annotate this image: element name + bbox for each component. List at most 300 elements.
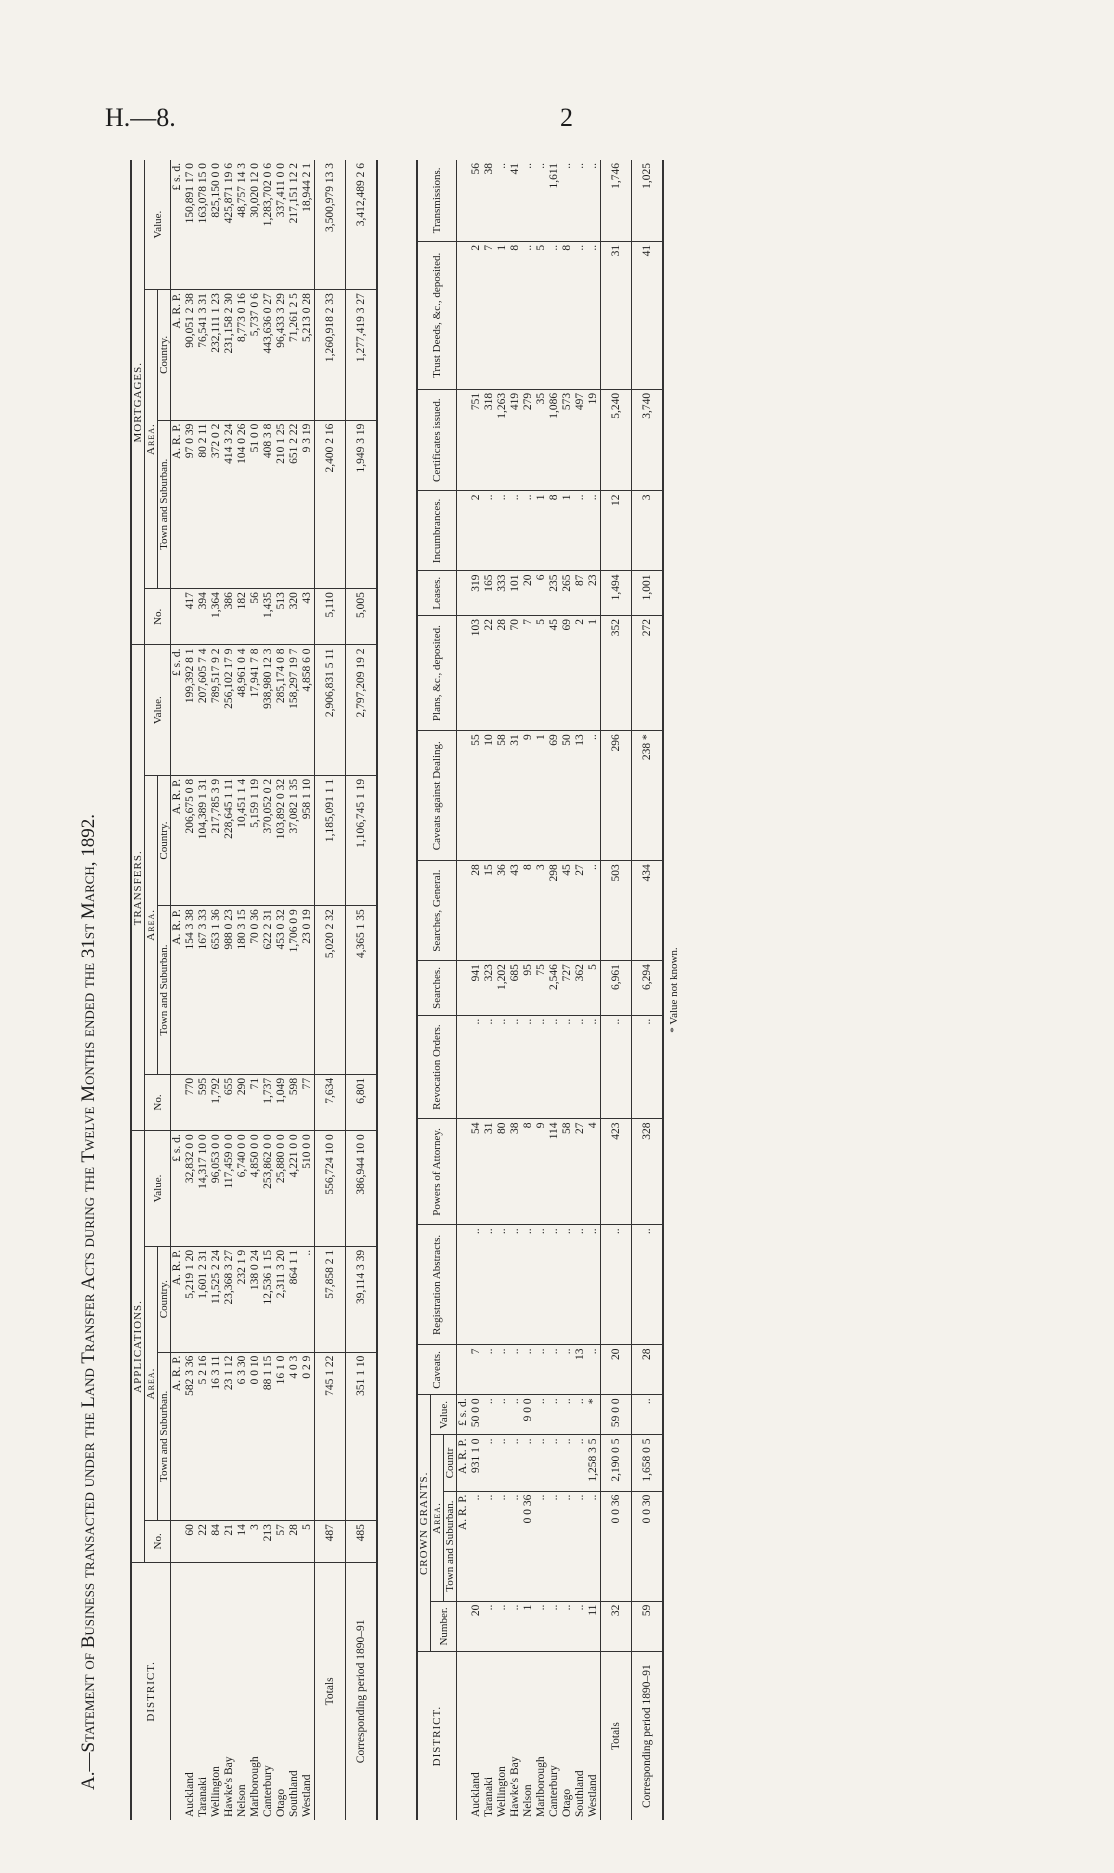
corresponding-period-row-t-value: 2,797,209 19 2: [346, 645, 378, 775]
cell-incumbrances: ..: [483, 491, 496, 571]
cell-country: ..: [548, 1435, 561, 1491]
corresponding-period-row-m-country: 1,277,419 3 27: [346, 290, 378, 420]
cell-value: ..: [496, 1395, 509, 1435]
cell-reg: ..: [470, 1225, 483, 1345]
cell-incumbrances: ..: [574, 491, 587, 571]
cell-m-country: 71,261 2 5: [288, 290, 301, 420]
land-transfer-table: [130, 160, 378, 1820]
cell-caveats: ..: [483, 1345, 496, 1395]
cell-caveats: ..: [535, 1345, 548, 1395]
cell-incumbrances: 8: [548, 491, 561, 571]
cell-m-no: 43: [301, 589, 315, 645]
cell-number: ..: [509, 1601, 522, 1652]
cell-a-town: 4 0 3: [288, 1352, 301, 1521]
cell-m-country: 76,541 3 31: [197, 290, 210, 420]
cell-a-town: 0 0 10: [249, 1352, 262, 1521]
totals-row-t-country: 1,185,091 1 1: [315, 775, 346, 905]
cell-t-country: 228,645 1 11: [223, 775, 236, 905]
district-name: Canterbury: [548, 1765, 560, 1817]
corresponding-period-row-certificates: 3,740: [632, 389, 664, 491]
cell-t-no: 77: [301, 1074, 315, 1130]
cell-value: ..: [548, 1395, 561, 1435]
cell-caveats-dealing: 50: [561, 731, 574, 861]
cell-revocation: ..: [587, 1015, 601, 1119]
cell-incumbrances: ..: [496, 491, 509, 571]
totals-row-country: 2,190 0 5: [601, 1435, 632, 1491]
cell-a-no: 5: [301, 1521, 315, 1563]
unit-label: A. R. P.: [171, 1246, 185, 1352]
cell-leases: 20: [522, 571, 535, 615]
cell-town: ..: [548, 1491, 561, 1601]
cell-country: ..: [574, 1435, 587, 1491]
cell-plans: 28: [496, 615, 509, 730]
cell-a-country: 232 1 9: [236, 1246, 249, 1352]
cell-searches: 95: [522, 961, 535, 1016]
totals-row-powers: 423: [601, 1119, 632, 1225]
cell-t-value: 207,605 7 4: [197, 645, 210, 775]
cell-certificates: 573: [561, 389, 574, 491]
unit-label: A. R. P.: [457, 1435, 471, 1491]
corresponding-period-row-incumbrances: 3: [632, 491, 664, 571]
cell-a-country: 5,219 1 20: [184, 1246, 197, 1352]
table-row: [587, 160, 601, 1820]
cell-number: 1: [522, 1601, 535, 1652]
cell-t-country: 370,052 0 2: [262, 775, 275, 905]
cell-reg: ..: [535, 1225, 548, 1345]
crown-grants-table: [416, 160, 664, 1820]
transfers-area-header: Area.: [145, 775, 158, 1074]
cell-t-value: 789,517 9 2: [210, 645, 223, 775]
cell-caveats-dealing: 55: [470, 731, 483, 861]
cell-plans: 1: [587, 615, 601, 730]
totals-row-caveats: 20: [601, 1345, 632, 1395]
cell-powers: 58: [561, 1119, 574, 1225]
cell-town: ..: [483, 1491, 496, 1601]
transfers-header: TRANSFERS.: [131, 645, 145, 1131]
cell-caveats-dealing: 9: [522, 731, 535, 861]
corresponding-period-row-searches: 6,294: [632, 961, 664, 1016]
page-number: 2: [560, 103, 573, 132]
cell-reg: ..: [483, 1225, 496, 1345]
corresponding-period-row-transmissions: 1,025: [632, 160, 664, 241]
table-row: [223, 160, 236, 1820]
cell-country: ..: [535, 1435, 548, 1491]
cell-country: 931 1 0: [470, 1435, 483, 1491]
district-name: Auckland: [184, 1772, 196, 1817]
totals-row-certificates: 5,240: [601, 389, 632, 491]
cell-certificates: 318: [483, 389, 496, 491]
cell-caveats-dealing: 69: [548, 731, 561, 861]
cell-a-town: 582 3 36: [184, 1352, 197, 1521]
cell-t-town: 180 3 15: [236, 906, 249, 1075]
cell-reg: ..: [561, 1225, 574, 1345]
unit-label: A. R. P.: [171, 1352, 185, 1521]
totals-row-plans: 352: [601, 615, 632, 730]
cell-caveats-dealing: 13: [574, 731, 587, 861]
cell-m-value: 337,411 0 0: [275, 160, 288, 290]
footnote: * Value not known.: [668, 947, 680, 1033]
cell-a-country: 11,525 2 24: [210, 1246, 223, 1352]
cell-powers: 54: [470, 1119, 483, 1225]
cell-number: ..: [561, 1601, 574, 1652]
cell-m-country: 231,158 2 30: [223, 290, 236, 420]
unit-label: £ s. d.: [171, 645, 185, 775]
cell-m-town: 414 3 24: [223, 420, 236, 589]
totals-row-a-town: 745 1 22: [315, 1352, 346, 1521]
cell-searches-gen: 28: [470, 861, 483, 961]
applications-header: APPLICATIONS.: [131, 1131, 145, 1562]
district-name: Otago: [275, 1788, 287, 1817]
caveats-header: Caveats.: [417, 1345, 457, 1395]
totals-row-t-no: 7,634: [315, 1074, 346, 1130]
cell-m-country: 96,433 3 29: [275, 290, 288, 420]
cell-reg: ..: [496, 1225, 509, 1345]
corresponding-period-row-m-no: 5,005: [346, 589, 378, 645]
corresponding-period-row-reg: ..: [632, 1225, 664, 1345]
cell-revocation: ..: [561, 1015, 574, 1119]
crown-town-header: Town and Suburban.: [444, 1491, 457, 1601]
corresponding-period-row-trust: 41: [632, 241, 664, 389]
cell-t-town: 70 0 36: [249, 906, 262, 1075]
cell-t-town: 167 3 33: [197, 906, 210, 1075]
cell-a-town: 16 3 11: [210, 1352, 223, 1521]
cell-trust: ..: [574, 241, 587, 389]
cell-trust: 7: [483, 241, 496, 389]
district-name: Hawke's Bay: [509, 1756, 521, 1817]
cell-t-no: 1,049: [275, 1074, 288, 1130]
table-b-body: [457, 160, 664, 1820]
corresponding-period-row-m-town: 1,949 3 19: [346, 420, 378, 589]
cell-transmissions: ..: [561, 160, 574, 241]
totals-row-leases: 1,494: [601, 571, 632, 615]
mortgages-value-header: Value.: [145, 160, 171, 290]
corresponding-period-row-caveats: 28: [632, 1345, 664, 1395]
totals-row-m-country: 1,260,918 2 33: [315, 290, 346, 420]
crown-number-header: Number.: [431, 1601, 457, 1652]
cell-m-value: 425,871 19 6: [223, 160, 236, 290]
table-row: [210, 160, 223, 1820]
cell-powers: 4: [587, 1119, 601, 1225]
cell-incumbrances: 1: [535, 491, 548, 571]
trust-deeds-header: Trust Deeds, &c., deposited.: [417, 241, 457, 389]
district-name: Marlborough: [535, 1756, 547, 1817]
cell-revocation: ..: [483, 1015, 496, 1119]
statement-title: A.—Statement of Business transacted under the Land Transfer Acts during the Twelve Months ended the 31st March, 1892.: [78, 813, 99, 1790]
cell-transmissions: ..: [587, 160, 601, 241]
cell-a-value: 253,862 0 0: [262, 1131, 275, 1247]
mortgages-area-header: Area.: [145, 290, 158, 589]
cell-t-value: 938,980 12 3: [262, 645, 275, 775]
cell-trust: 2: [470, 241, 483, 389]
mortgages-town-header: Town and Suburban.: [158, 420, 171, 589]
cell-t-no: 598: [288, 1074, 301, 1130]
cell-a-no: 60: [184, 1521, 197, 1563]
corresponding-period-row-m-value: 3,412,489 2 6: [346, 160, 378, 290]
caveats-against-dealing-header: Caveats against Dealing.: [417, 731, 457, 861]
district-header: DISTRICT.: [417, 1652, 457, 1820]
cell-value: *: [587, 1395, 601, 1435]
cell-a-no: 21: [223, 1521, 236, 1563]
cell-country: ..: [483, 1435, 496, 1491]
totals-row-reg: ..: [601, 1225, 632, 1345]
cell-searches-gen: 298: [548, 861, 561, 961]
cell-caveats-dealing: 10: [483, 731, 496, 861]
cell-m-town: 104 0 26: [236, 420, 249, 589]
cell-t-value: 4,858 6 0: [301, 645, 315, 775]
cell-plans: 70: [509, 615, 522, 730]
cell-searches-gen: 36: [496, 861, 509, 961]
cell-a-no: 3: [249, 1521, 262, 1563]
cell-caveats-dealing: 58: [496, 731, 509, 861]
registration-abstracts-header: Registration Abstracts.: [417, 1225, 457, 1345]
cell-m-country: 8,773 0 16: [236, 290, 249, 420]
table-row: [522, 160, 535, 1820]
cell-leases: 235: [548, 571, 561, 615]
cell-caveats: ..: [548, 1345, 561, 1395]
cell-trust: 8: [509, 241, 522, 389]
cell-a-town: 16 1 0: [275, 1352, 288, 1521]
cell-m-value: 30,020 12 0: [249, 160, 262, 290]
cell-caveats: 7: [470, 1345, 483, 1395]
district-name: Taranaki: [197, 1776, 209, 1817]
cell-powers: 80: [496, 1119, 509, 1225]
cell-plans: 5: [535, 615, 548, 730]
cell-leases: 265: [561, 571, 574, 615]
cell-t-no: 71: [249, 1074, 262, 1130]
cell-a-no: 14: [236, 1521, 249, 1563]
district-name: Auckland: [470, 1772, 482, 1817]
totals-row-value: 59 0 0: [601, 1395, 632, 1435]
cell-caveats: ..: [587, 1345, 601, 1395]
page-reference: H.—8.: [105, 103, 176, 132]
crown-value-header: Value.: [431, 1395, 457, 1435]
cell-incumbrances: ..: [509, 491, 522, 571]
cell-country: ..: [509, 1435, 522, 1491]
cell-town: ..: [535, 1491, 548, 1601]
cell-t-town: 988 0 23: [223, 906, 236, 1075]
cell-a-country: 23,368 3 27: [223, 1246, 236, 1352]
cell-t-no: 1,737: [262, 1074, 275, 1130]
cell-number: ..: [496, 1601, 509, 1652]
unit-label: A. R. P.: [171, 906, 185, 1075]
cell-revocation: ..: [509, 1015, 522, 1119]
cell-t-no: 770: [184, 1074, 197, 1130]
cell-caveats: 13: [574, 1345, 587, 1395]
cell-transmissions: 41: [509, 160, 522, 241]
cell-revocation: ..: [522, 1015, 535, 1119]
unit-label: £ s. d.: [171, 1131, 185, 1247]
corresponding-period-row-caveats-dealing: 238 *: [632, 731, 664, 861]
incumbrances-header: Incumbrances.: [417, 491, 457, 571]
cell-a-value: 96,053 0 0: [210, 1131, 223, 1247]
cell-transmissions: ..: [574, 160, 587, 241]
cell-searches-gen: 8: [522, 861, 535, 961]
cell-leases: 6: [535, 571, 548, 615]
corresponding-period-row-leases: 1,001: [632, 571, 664, 615]
cell-t-value: 199,392 8 1: [184, 645, 197, 775]
corresponding-period-row-t-town: 4,365 1 35: [346, 906, 378, 1075]
cell-m-town: 210 1 25: [275, 420, 288, 589]
cell-m-country: 232,111 1 23: [210, 290, 223, 420]
district-name: Marlborough: [249, 1756, 261, 1817]
totals-row-a-value: 556,724 10 0: [315, 1131, 346, 1247]
cell-t-town: 453 0 32: [275, 906, 288, 1075]
cell-certificates: 279: [522, 389, 535, 491]
cell-certificates: 751: [470, 389, 483, 491]
cell-m-town: 9 3 19: [301, 420, 315, 589]
revocation-orders-header: Revocation Orders.: [417, 1015, 457, 1119]
unit-label: A. R. P.: [171, 290, 185, 420]
cell-a-town: 23 1 12: [223, 1352, 236, 1521]
searches-header: Searches.: [417, 961, 457, 1016]
cell-m-no: 417: [184, 589, 197, 645]
cell-powers: 38: [509, 1119, 522, 1225]
corresponding-period-row-powers: 328: [632, 1119, 664, 1225]
cell-t-country: 103,892 0 32: [275, 775, 288, 905]
totals-row-m-value: 3,500,979 13 3: [315, 160, 346, 290]
totals-row-caveats-dealing: 296: [601, 731, 632, 861]
corresponding-period-row-a-value: 386,944 10 0: [346, 1131, 378, 1247]
cell-value: ..: [509, 1395, 522, 1435]
totals-row-a-country: 57,858 2 1: [315, 1246, 346, 1352]
cell-caveats: ..: [522, 1345, 535, 1395]
cell-a-value: 6,740 0 0: [236, 1131, 249, 1247]
cell-m-town: 51 0 0: [249, 420, 262, 589]
cell-revocation: ..: [574, 1015, 587, 1119]
totals-row-m-no: 5,110: [315, 589, 346, 645]
cell-powers: 114: [548, 1119, 561, 1225]
cell-searches: 685: [509, 961, 522, 1016]
district-header: DISTRICT.: [131, 1562, 171, 1820]
cell-t-town: 1,706 0 9: [288, 906, 301, 1075]
cell-certificates: 497: [574, 389, 587, 491]
cell-powers: 8: [522, 1119, 535, 1225]
district-name: Canterbury: [262, 1765, 274, 1817]
certificates-issued-header: Certificates issued.: [417, 389, 457, 491]
cell-incumbrances: 2: [470, 491, 483, 571]
cell-m-town: 372 0 2: [210, 420, 223, 589]
table-row: [548, 160, 561, 1820]
cell-country: ..: [496, 1435, 509, 1491]
table-row: [470, 160, 483, 1820]
cell-leases: 319: [470, 571, 483, 615]
corresponding-period-row-town: 0 0 30: [632, 1491, 664, 1601]
cell-trust: 8: [561, 241, 574, 389]
cell-certificates: 35: [535, 389, 548, 491]
corresponding-period-row: [346, 160, 378, 1820]
corresponding-period-row-country: 1,658 0 5: [632, 1435, 664, 1491]
totals-row-number: 32: [601, 1601, 632, 1652]
totals-row-town: 0 0 36: [601, 1491, 632, 1601]
totals-row-t-town: 5,020 2 32: [315, 906, 346, 1075]
totals-row-revocation: ..: [601, 1015, 632, 1119]
cell-a-country: 2,311 3 20: [275, 1246, 288, 1352]
cell-a-town: 5 2 16: [197, 1352, 210, 1521]
district-name: Westland: [587, 1774, 599, 1817]
cell-a-value: 25,880 0 0: [275, 1131, 288, 1247]
cell-a-no: 57: [275, 1521, 288, 1563]
cell-a-town: 6 3 30: [236, 1352, 249, 1521]
cell-a-no: 213: [262, 1521, 275, 1563]
cell-t-value: 256,102 17 9: [223, 645, 236, 775]
unit-label: A. R. P.: [171, 420, 185, 589]
cell-leases: 101: [509, 571, 522, 615]
cell-number: ..: [574, 1601, 587, 1652]
cell-t-no: 595: [197, 1074, 210, 1130]
totals-row-incumbrances: 12: [601, 491, 632, 571]
totals-row-a-no: 487: [315, 1521, 346, 1563]
district-name: Otago: [561, 1788, 573, 1817]
table-row: [509, 160, 522, 1820]
totals-row-searches-gen: 503: [601, 861, 632, 961]
table-row: [197, 160, 210, 1820]
corresponding-period-row-label: Corresponding period 1890–91: [641, 1664, 653, 1808]
cell-town: ..: [574, 1491, 587, 1601]
cell-transmissions: ..: [522, 160, 535, 241]
cell-country: 1,258 3 5: [587, 1435, 601, 1491]
crown-area-header: Area.: [431, 1435, 444, 1601]
cell-caveats: ..: [509, 1345, 522, 1395]
cell-revocation: ..: [496, 1015, 509, 1119]
cell-trust: ..: [522, 241, 535, 389]
cell-trust: 1: [496, 241, 509, 389]
table-row: [574, 160, 587, 1820]
cell-trust: ..: [587, 241, 601, 389]
district-name: Wellington: [496, 1766, 508, 1817]
table-row: [236, 160, 249, 1820]
cell-plans: 45: [548, 615, 561, 730]
cell-country: ..: [561, 1435, 574, 1491]
corresponding-period-row-t-no: 6,801: [346, 1074, 378, 1130]
cell-leases: 333: [496, 571, 509, 615]
cell-plans: 103: [470, 615, 483, 730]
cell-m-town: 80 2 11: [197, 420, 210, 589]
district-name: Southland: [288, 1770, 300, 1817]
totals-row-label: Totals: [315, 1562, 346, 1820]
unit-label: £ s. d.: [171, 160, 185, 290]
unit-label: £ s. d.: [457, 1395, 471, 1435]
cell-reg: ..: [548, 1225, 561, 1345]
corresponding-period-row-value: ..: [632, 1395, 664, 1435]
totals-row-m-town: 2,400 2 16: [315, 420, 346, 589]
cell-m-no: 320: [288, 589, 301, 645]
cell-searches: 362: [574, 961, 587, 1016]
cell-m-country: 5,213 0 28: [301, 290, 315, 420]
transfers-no-header: No.: [145, 1074, 171, 1130]
rotated-content: [130, 160, 680, 1820]
cell-a-value: 117,459 0 0: [223, 1131, 236, 1247]
transmissions-header: Transmissions.: [417, 160, 457, 241]
cell-caveats: ..: [561, 1345, 574, 1395]
cell-m-value: 163,078 15 0: [197, 160, 210, 290]
applications-no-header: No.: [145, 1521, 171, 1563]
cell-trust: ..: [548, 241, 561, 389]
cell-a-value: 32,832 0 0: [184, 1131, 197, 1247]
cell-transmissions: 1,611: [548, 160, 561, 241]
cell-value: 50 0 0: [470, 1395, 483, 1435]
table-row: [496, 160, 509, 1820]
cell-searches-gen: 45: [561, 861, 574, 961]
cell-certificates: 419: [509, 389, 522, 491]
corresponding-period-row-searches-gen: 434: [632, 861, 664, 961]
table-row: [275, 160, 288, 1820]
cell-t-country: 37,082 1 35: [288, 775, 301, 905]
cell-t-country: 217,785 3 9: [210, 775, 223, 905]
table-row: [535, 160, 548, 1820]
cell-value: ..: [483, 1395, 496, 1435]
cell-a-town: 88 1 15: [262, 1352, 275, 1521]
district-name: Westland: [301, 1774, 313, 1817]
